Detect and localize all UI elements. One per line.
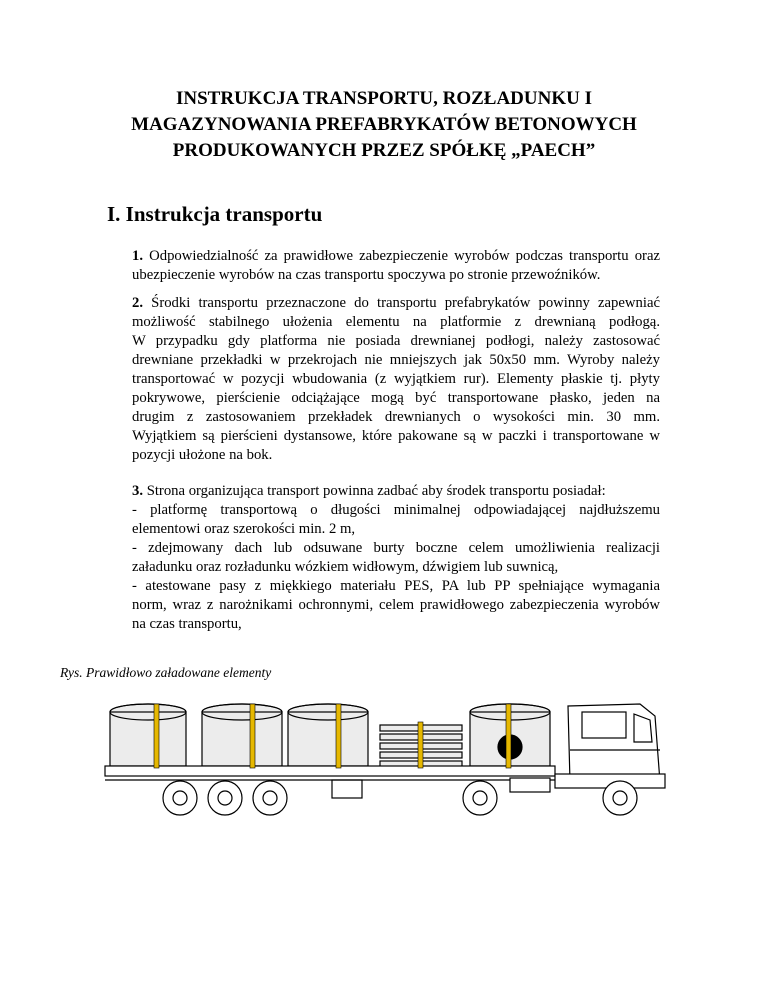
truck-loaded-illustration-icon xyxy=(100,690,710,820)
paragraph-line: drugim z zastosowaniem przekładek drewnianych o wysokości min. 30 mm. xyxy=(132,409,660,425)
paragraph-number: 3. xyxy=(132,483,144,499)
paragraph-line: W przypadku gdy platforma nie posiada drewnianej podłogi, należy zastosować xyxy=(132,333,660,349)
figure-caption: Rys. Prawidłowo załadowane elementy xyxy=(60,665,272,680)
paragraph-line: ubezpieczenie wyrobów na czas transportu spoczywa po stronie przewoźników. xyxy=(132,267,601,283)
title-line: MAGAZYNOWANIA PREFABRYKATÓW BETONOWYCH xyxy=(131,114,637,135)
strap xyxy=(336,704,341,768)
paragraph-line: 3. Strona organizująca transport powinna zadbać aby środek transportu posiadał: xyxy=(132,483,606,499)
paragraph-line: na czas transportu, xyxy=(132,616,242,632)
paragraph-line: pozycji ułożone na bok. xyxy=(132,447,273,463)
paragraph-line: - zdejmowany dach lub odsuwane burty boczne celem umożliwienia realizacji xyxy=(132,540,660,556)
section-heading: I. Instrukcja transportu xyxy=(107,202,323,226)
document-title xyxy=(60,86,708,164)
wheel xyxy=(253,781,287,815)
paragraph-line: pokrywowe, pierścienie odciążające mogą być transportowane płasko, jeden na xyxy=(132,390,660,406)
wheel xyxy=(603,781,637,815)
strap xyxy=(506,704,511,768)
strap xyxy=(418,722,423,768)
wheel xyxy=(463,781,497,815)
paragraph-line: elementowi oraz szerokości min. 2 m, xyxy=(132,521,356,537)
paragraph-line: - atestowane pasy z miękkiego materiału PES, PA lub PP spełniające wymagania xyxy=(132,578,660,594)
paragraph-2 xyxy=(132,294,660,465)
load-ring xyxy=(110,704,186,766)
paragraph-line: możliwość stabilnego ułożenia elementu na platformie z drewnianą podłogą. xyxy=(132,314,660,330)
wheel xyxy=(208,781,242,815)
strap xyxy=(250,704,255,768)
paragraph-line: drewniane przekładki w przekrojach nie mniejszych jak 50x50 mm. Wyroby należy xyxy=(132,352,660,368)
paragraph-line: 1. Odpowiedzialność za prawidłowe zabezpieczenie wyrobów podczas transportu oraz xyxy=(132,248,660,264)
paragraph-number: 2. xyxy=(132,295,144,311)
paragraph-line: załadunku oraz rozładunku wózkiem widłowym, dźwigiem lub suwnicą, xyxy=(132,559,559,575)
load-ring xyxy=(288,704,368,766)
paragraph-1 xyxy=(132,247,660,285)
wheel xyxy=(163,781,197,815)
title-line: INSTRUKCJA TRANSPORTU, ROZŁADUNKU I xyxy=(176,88,592,109)
load-ring xyxy=(202,704,282,766)
paragraph-line: norm, wraz z narożnikami ochronnymi, celem prawidłowego zabezpieczenia wyrobów xyxy=(132,597,660,613)
paragraph-line: 2. Środki transportu przeznaczone do transportu prefabrykatów powinny zapewniać xyxy=(132,295,660,311)
strap xyxy=(154,704,159,768)
title-line: PRODUKOWANYCH PRZEZ SPÓŁKĘ „PAECH” xyxy=(172,140,596,161)
paragraph-line: Wyjątkiem są pierścieni dystansowe, które pakowane są w paczki i transportowane w xyxy=(132,428,660,444)
paragraph-line: transportować w pozycji wbudowania (z wyjątkiem rur). Elementy płaskie tj. płyty xyxy=(132,371,660,387)
paragraph-3 xyxy=(132,482,660,634)
paragraph-number: 1. xyxy=(132,248,144,264)
paragraph-line: - platformę transportową o długości minimalnej odpowiadającej najdłuższemu xyxy=(132,502,660,518)
